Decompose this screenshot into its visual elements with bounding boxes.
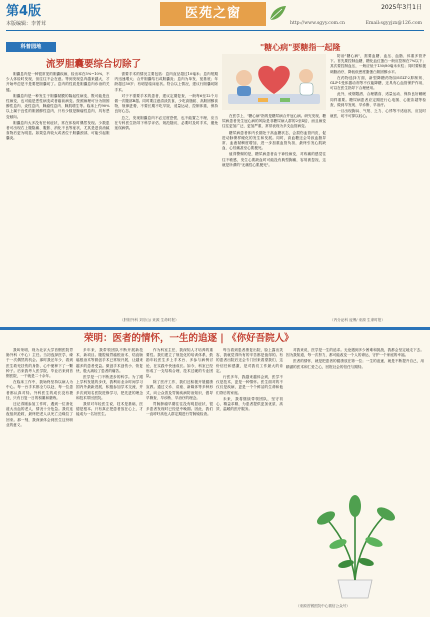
article2-paragraph: 在医学上，"糖心病"指的是糖尿病合并冠心病。研究发现，糖尿病患者发生冠心病的风险是非糖尿病人群的2至4倍，而且病变往往更加广泛、更加严重，常常表现为多支血管病变。 xyxy=(222,114,326,129)
masthead-title: 医苑之窗 xyxy=(160,2,266,26)
article3-paragraph: 作为科室主任，我深知人才培养的重要性。我们建立了规范化的培训体系，鼓励年轻医生多上手术台、多参与病例讨论，在实践中快速成长。如今，科室已经形成了一支结构合理、技术过硬的专业团队。 xyxy=(146,348,213,379)
article2-signature: （内分泌科 庞傅/ 来源 生命时报） xyxy=(330,318,385,322)
article3-paragraph: 我叫荣明，现为北京大学首钢医院胃肠外科（中心）主任。当初选择医学，缘于一次偶然的机会。那时我还年少，看到医生救死扶伤的身影，心中便种下了一颗种子。后来我考入医学院，毕业后来到首钢医院，一干就是二十余年。 xyxy=(6,348,73,379)
article3-paragraph: 医者的情怀，就是把患者的健康放在第一位；一生的追逐，就是不断提升自己，用精湛的医术和仁爱之心，回报社会的信任与期待。 xyxy=(286,359,424,369)
article2-column-b xyxy=(330,54,426,324)
article1-paragraph: 对于不需要手术的患者，建议定期复查，一般每6至12个月做一次腹部B超。同时要注意清淡饮食，少吃高脂肪、高胆固醇食物，规律进餐，不要长期不吃早饭，适量运动，控制体重，保持良好心态。 xyxy=(114,93,218,114)
issue-date: 2025年3月1日 xyxy=(381,4,422,11)
article3-signature: （来源首钢医院中心微信公众号） xyxy=(296,604,350,608)
article3-title: 荣明：医者的情怀，一生的追逐 | 《你好吾院人》 xyxy=(84,333,294,344)
article2-title: "糖心病"要糖指一起隆 xyxy=(260,43,341,52)
article2-paragraph: 在药物选择方面，新型降糖药物如SGLT-2抑制剂、GLP-1受体激动剂等不仅能降糖，还具有心血管保护作用，可以在医生指导下合理使用。 xyxy=(330,75,426,91)
article1-body xyxy=(6,72,218,324)
article2-column-a xyxy=(222,114,326,324)
article2-paragraph: 防治"糖心病"，需要血糖、血压、血脂、体重多管齐下。首先要控制血糖，糖化血红蛋白一般应控制在7%以下；其次要控制血压，一般应低于130/80毫米汞柱；同时要积极调脂治疗，降低低密度脂蛋白胆固醇水平。 xyxy=(330,54,426,74)
article3-paragraph: 每当看到患者康复出院，脸上露出笑容，我就觉得所有的辛苦都是值得的。有的患者出院后还会专门回来看望我们，这份信任和感激，是对我们工作最大的肯定。 xyxy=(216,348,283,373)
section-divider xyxy=(0,327,430,330)
article1-title: 流罗胆囊要综合切除了 xyxy=(46,59,142,70)
article3-column-1 xyxy=(6,348,73,614)
article2-paragraph: 糖尿病患者体内长期处于高血糖状态，会损伤血管内皮，促进动脉粥样硬化的发生和发展。同时，高血糖还会导致血脂异常、血液黏稠度增加，进一步加重血管负担，最终引发心肌缺血、心绞痛甚至心肌梗死。 xyxy=(222,130,326,151)
article3-paragraph: 胃肠肿瘤早期往往没有明显症状，很多患者发现时已经是中晚期。因此，我们一直呼吁高危人群定期进行胃肠镜检查。 xyxy=(146,402,213,417)
article2-paragraph: 值得警惕的是，糖尿病患者由于神经病变，对疼痛的感觉往往不敏感，发生心肌缺血时可能没有典型胸痛，容易被忽视，这就是所谓的"无痛性心肌梗死"。 xyxy=(222,152,326,167)
article1-signature: （肝胆外科 刘宗山/ 来源 生命时报） xyxy=(120,318,179,322)
article1-paragraph: 胆囊息肉大多没有任何症状，常在体检时偶然发现。少数患者可出现右上腹隐痛、腹胀、消化不良等症状，尤其是进食油腻食物后更为明显。如果息肉较大或者位于胆囊颈部，可能引起胆囊炎。 xyxy=(6,120,110,141)
article3-paragraph: 对我来说，医学是一生的追求。无论遇到多少困难和挑战，我都会坚定地走下去。因为我知道，每一次努力，都可能改变一个人的命运，守护一个家庭的幸福。 xyxy=(286,348,424,358)
leaf-logo-icon xyxy=(268,4,288,22)
plant-pot-illustration-icon xyxy=(286,484,424,600)
edition-number: 第4版 xyxy=(6,4,42,19)
editor-credit: 本版编辑：李菁茸 xyxy=(6,21,47,27)
article3-paragraph: 行医多年，我越来越体会到，医学不仅是技术，更是一种情怀。医生面对的不仅仅是疾病，更是一个个鲜活的生命和他们背后的家庭。 xyxy=(216,375,283,395)
article2-paragraph: 此外，戒烟限酒、合理膳食、适量运动、保持良好睡眠同样重要。糖尿病患者应定期进行心电图、心脏彩超等检查，做到早发现、早诊断、早治疗。 xyxy=(330,92,426,107)
page-header xyxy=(0,0,430,40)
section-tag: 科普园地 xyxy=(6,42,56,52)
article3-paragraph: 未来，我将继续带领团队，坚守初心，精益求精，为患者提供更加优质、高效、温暖的医疗服务。 xyxy=(216,396,283,412)
article3-column-3 xyxy=(146,348,213,614)
article3-paragraph: 还记得刚参加工作时，遇到一位消化道大出血的老人，情况十分危急。我们连夜组织抢救，最终把老人从死亡边缘拉了回来。那一刻，我深深体会到医生这份职业的意义。 xyxy=(6,402,73,427)
contact-email[interactable]: Email:sgyyjzx@126.com xyxy=(365,21,422,26)
website-url[interactable]: http://www.sgyy.com.cn xyxy=(290,21,345,26)
article3-column-2 xyxy=(76,348,143,614)
article2-paragraph: 一旦出现胸闷、气短、乏力、心悸等不适症状，应及时就医，切不可掉以轻心。 xyxy=(330,109,426,119)
article3-paragraph: 我常对年轻医生说，技术是基础，医德是根本。只有真正把患者放在心上，才能成为一名好医生。 xyxy=(76,402,143,417)
article3-paragraph: 除了医疗工作，我们还积极开展健康宣教。通过义诊、讲座、新媒体等多种形式，向公众普及胃肠疾病防治知识，倡导早筛查、早诊断、早治疗的理念。 xyxy=(146,380,213,400)
article3-paragraph: 多年来，我带领团队不断开展新技术、新项目。腹腔镜胃癌根治术、结直肠癌根治术等微创手术已常规开展，让越来越多的患者受益。微创手术创伤小、恢复快，极大减轻了患者的痛苦。 xyxy=(76,348,143,373)
article1-paragraph: 胆囊息肉是一种发生于胆囊黏膜的隆起性病变，既可能是良性病变，也可能是恶性病变或者癌前病变。按照病理可分为胆固醇性息肉、炎性息肉、腺瘤性息肉、腺肌增生等。临床上约90%以上属于良性的胆固醇性息肉，只有少数是腺瘤性息肉，具有恶变倾向。 xyxy=(6,93,110,119)
header-rule xyxy=(6,30,424,31)
article3-paragraph: 在临床工作中，我始终坚持以病人为中心。每一台手术都全力以赴，每一位患者都认真对待。外科医生的成长没有捷径，只有日复一日的积累和磨炼。 xyxy=(6,380,73,400)
article3-right-column xyxy=(286,348,424,371)
article1-paragraph: 需要手术的情况主要包括：息肉直径超过10毫米；息肉短期内迅速增大；合并胆囊结石或胆囊炎；息肉为单发、宽基底；年龄超过50岁；有明显临床症状。符合以上情况，建议行胆囊切除手术。 xyxy=(114,72,218,92)
article3-column-4 xyxy=(216,348,283,614)
article1-paragraph: 胆囊息肉是一种很常见的胆囊疾病，检出率在5%~10%，不少人体检时发现，但往往不会在意。等到发现息肉越来越大，才开始考虑是不是要把胆囊切了。息肉的性质是胆囊息肉诊治的关键。 xyxy=(6,72,110,92)
article1-paragraph: 总之，发现胆囊息肉不必过度恐慌，也不能置之不理，应当在专科医生指导下科学评估、规范随访，必要时及时手术，避免延误病情。 xyxy=(114,115,218,131)
heart-illustration-icon xyxy=(222,54,326,110)
article3-paragraph: 医学是一门不断进步的科学。为了跟上学科发展的步伐，我利用业余时间学习国内外最新进展，积极参加学术交流，并多次到知名医院进修学习，把先进的理念和技术带回医院。 xyxy=(76,375,143,400)
